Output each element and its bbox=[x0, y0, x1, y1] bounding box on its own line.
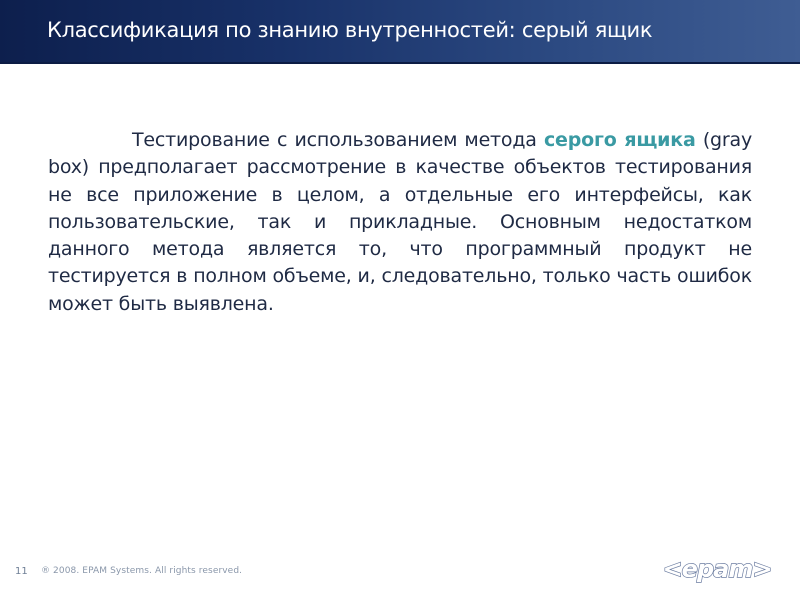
copyright-text: ® 2008. EPAM Systems. All rights reserved. bbox=[41, 566, 243, 576]
highlight-term: серого ящика bbox=[543, 129, 696, 151]
body-paragraph bbox=[48, 127, 752, 318]
title-bar-divider bbox=[0, 62, 800, 64]
epam-logo bbox=[662, 553, 772, 585]
slide-title: Классификация по знанию внутренностей: серый ящик bbox=[47, 18, 653, 42]
page-number: 11 bbox=[15, 566, 28, 577]
epam-logo-text: <epam> bbox=[662, 555, 772, 583]
paragraph-text-before-highlight: Тестирование с использованием метода bbox=[132, 129, 544, 151]
paragraph-text-after-highlight: (gray box) предполагает рассмотрение в качестве объектов тестирования не все приложение в целом, а отдельные его интерфейсы, как пользовательские, так и прикладные. Основным недостатком данного метода является то, что программный продукт не тестируется в полном объеме, и, следовательно, только часть ошибок может быть выявлена. bbox=[48, 129, 752, 315]
